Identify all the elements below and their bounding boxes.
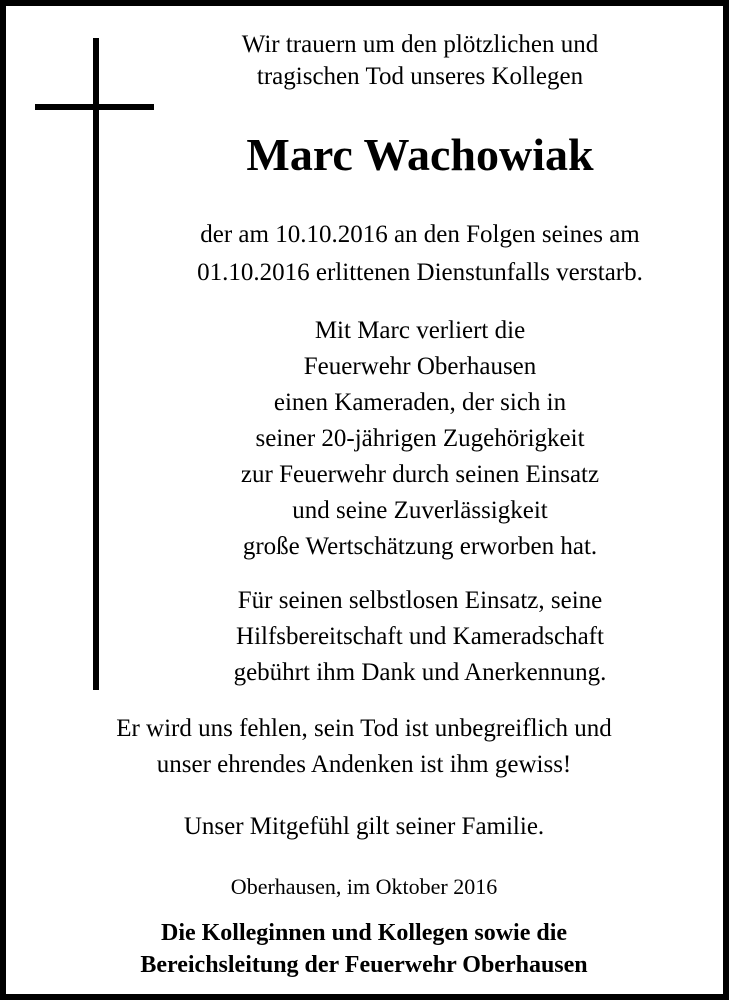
deceased-name: Marc Wachowiak xyxy=(246,129,594,180)
death-info-line-2: 01.10.2016 erlittenen Dienstunfalls verstarb. xyxy=(197,259,643,286)
thanks-line-1: Für seinen selbstlosen Einsatz, seine xyxy=(237,587,603,614)
tribute-line-1: Mit Marc verliert die xyxy=(314,317,526,344)
cross-icon xyxy=(93,38,99,690)
thanks-line-2: Hilfsbereitschaft und Kameradschaft xyxy=(236,623,604,650)
place-date: Oberhausen, im Oktober 2016 xyxy=(230,874,498,899)
cross-icon-bar xyxy=(35,104,154,110)
intro-line-2: tragischen Tod unseres Kollegen xyxy=(256,63,584,90)
tribute-line-6: und seine Zuverlässigkeit xyxy=(292,497,548,524)
remembrance-line-2: unser ehrendes Andenken ist ihm gewiss! xyxy=(156,751,572,778)
tribute-line-5: zur Feuerwehr durch seinen Einsatz xyxy=(240,461,600,488)
tribute-line-2: Feuerwehr Oberhausen xyxy=(303,353,537,380)
tribute-line-7: große Wertschätzung erworben hat. xyxy=(242,533,598,560)
tribute-line-4: seiner 20-jährigen Zugehörigkeit xyxy=(255,425,585,452)
signature-line-2: Bereichsleitung der Feuerwehr Oberhausen xyxy=(140,952,588,978)
intro-line-1: Wir trauern um den plötzlichen und xyxy=(241,31,599,58)
tribute-line-3: einen Kameraden, der sich in xyxy=(273,389,567,416)
remembrance-line-1: Er wird uns fehlen, sein Tod ist unbegreiflich und xyxy=(116,715,612,742)
thanks-line-3: gebührt ihm Dank und Anerkennung. xyxy=(233,659,607,686)
sympathy-text: Unser Mitgefühl gilt seiner Familie. xyxy=(183,813,545,840)
signature-line-1: Die Kolleginnen und Kollegen sowie die xyxy=(160,920,568,946)
death-info-line-1: der am 10.10.2016 an den Folgen seines am xyxy=(200,221,640,248)
